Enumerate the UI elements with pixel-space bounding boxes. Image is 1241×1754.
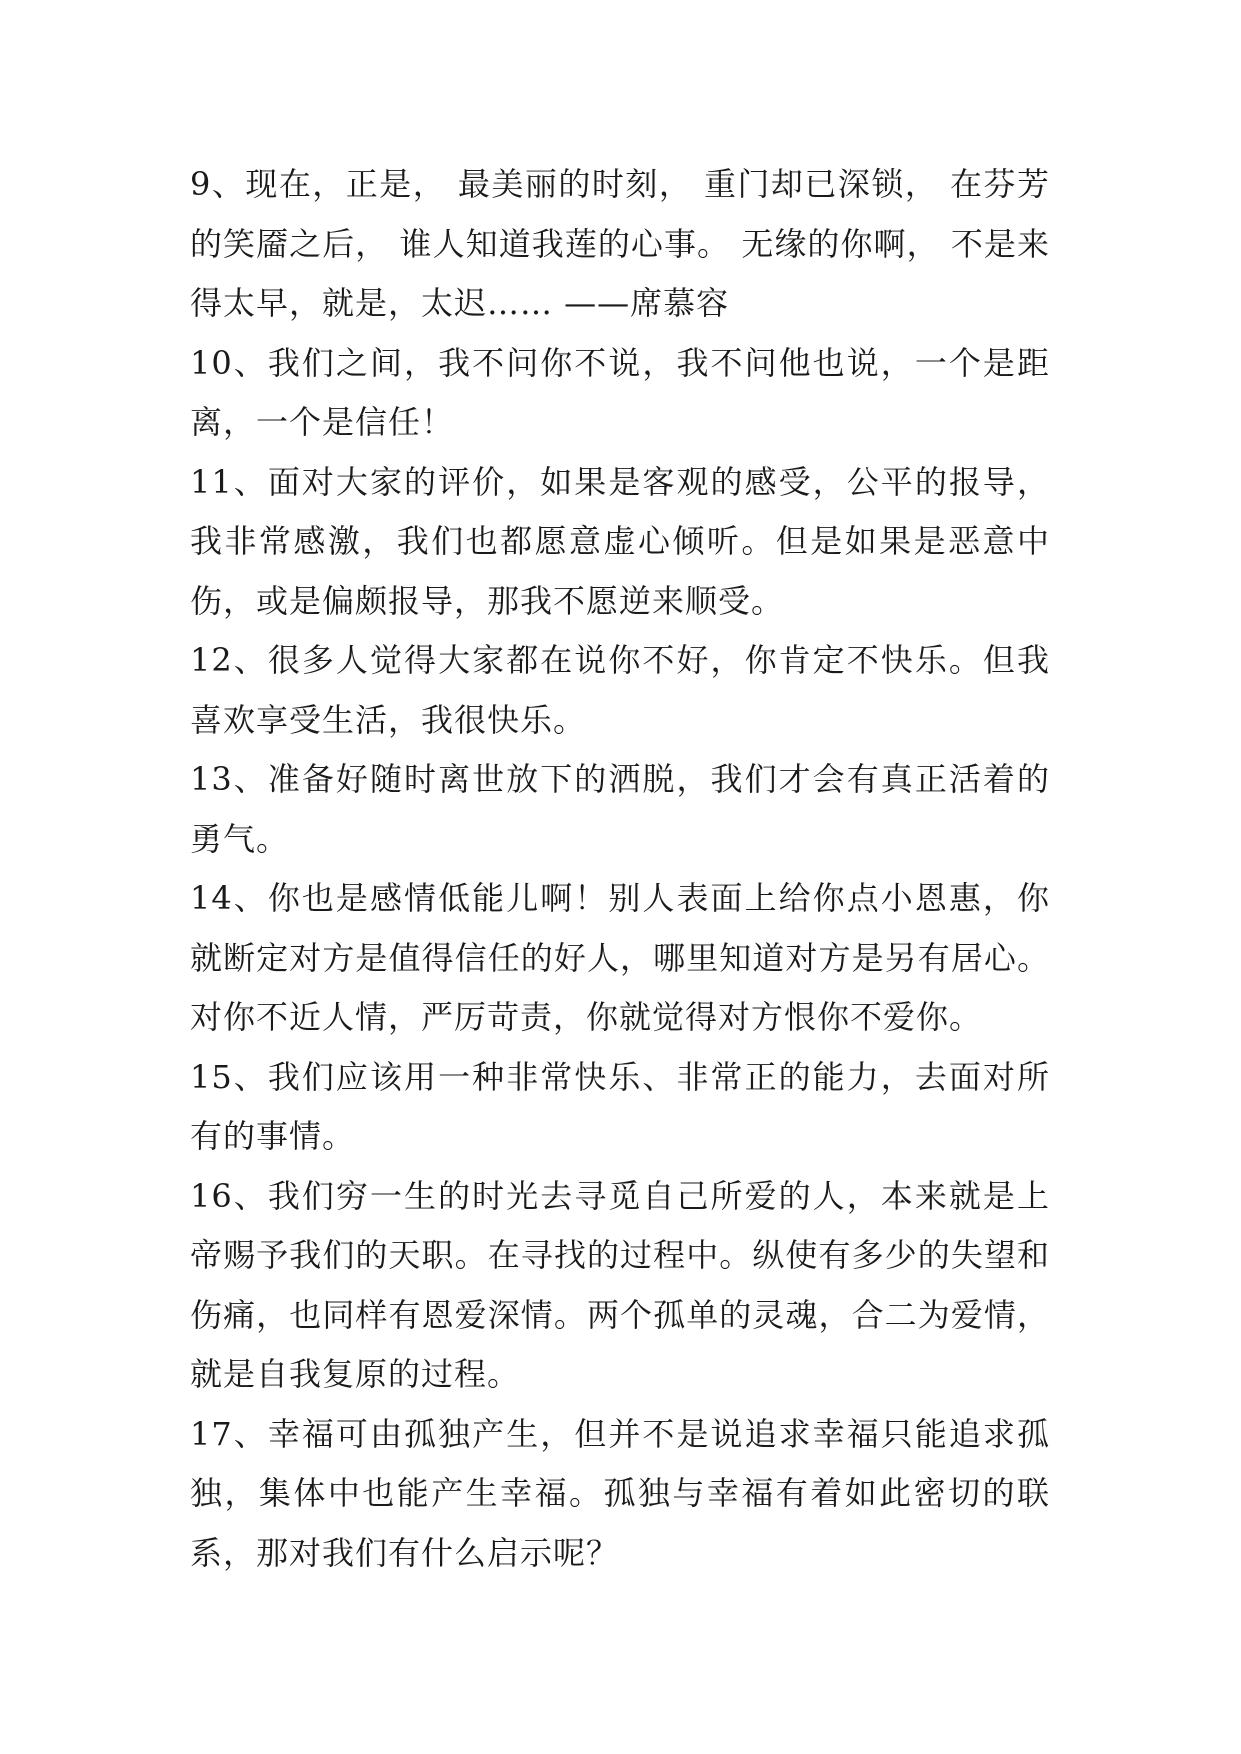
quote-entry-11: 11、面对大家的评价，如果是客观的感受，公平的报导，我非常感激，我们也都愿意虚心倾听。但是如果是恶意中伤，或是偏颇报导，那我不愿逆来顺受。 <box>190 462 1050 620</box>
quote-entry-13: 13、准备好随时离世放下的洒脱，我们才会有真正活着的勇气。 <box>190 760 1050 858</box>
quote-entry-17: 17、幸福可由孤独产生，但并不是说追求幸福只能追求孤独，集体中也能产生幸福。孤独与幸福有着如此密切的联系，那对我们有什么启示呢？ <box>190 1414 1050 1572</box>
document-body <box>190 155 1050 1583</box>
quote-entry-9: 9、现在，正是， 最美丽的时刻， 重门却已深锁， 在芬芳的笑靥之后， 谁人知道我莲的心事。 无缘的你啊， 不是来得太早，就是，太迟…… ——席慕容 <box>190 165 1050 322</box>
quote-entry-15: 15、我们应该用一种非常快乐、非常正的能力，去面对所有的事情。 <box>190 1057 1050 1155</box>
quote-entry-12: 12、很多人觉得大家都在说你不好，你肯定不快乐。但我喜欢享受生活，我很快乐。 <box>190 641 1050 739</box>
quote-entry-16: 16、我们穷一生的时光去寻觅自己所爱的人，本来就是上帝赐予我们的天职。在寻找的过程中。纵使有多少的失望和伤痛，也同样有恩爱深情。两个孤单的灵魂，合二为爱情，就是自我复原的过程。 <box>190 1176 1050 1393</box>
quote-entry-14: 14、你也是感情低能儿啊！别人表面上给你点小恩惠，你就断定对方是值得信任的好人，哪里知道对方是另有居心。对你不近人情，严厉苛责，你就觉得对方恨你不爱你。 <box>190 879 1050 1036</box>
quote-entry-10: 10、我们之间，我不问你不说，我不问他也说，一个是距离，一个是信任！ <box>190 343 1050 441</box>
